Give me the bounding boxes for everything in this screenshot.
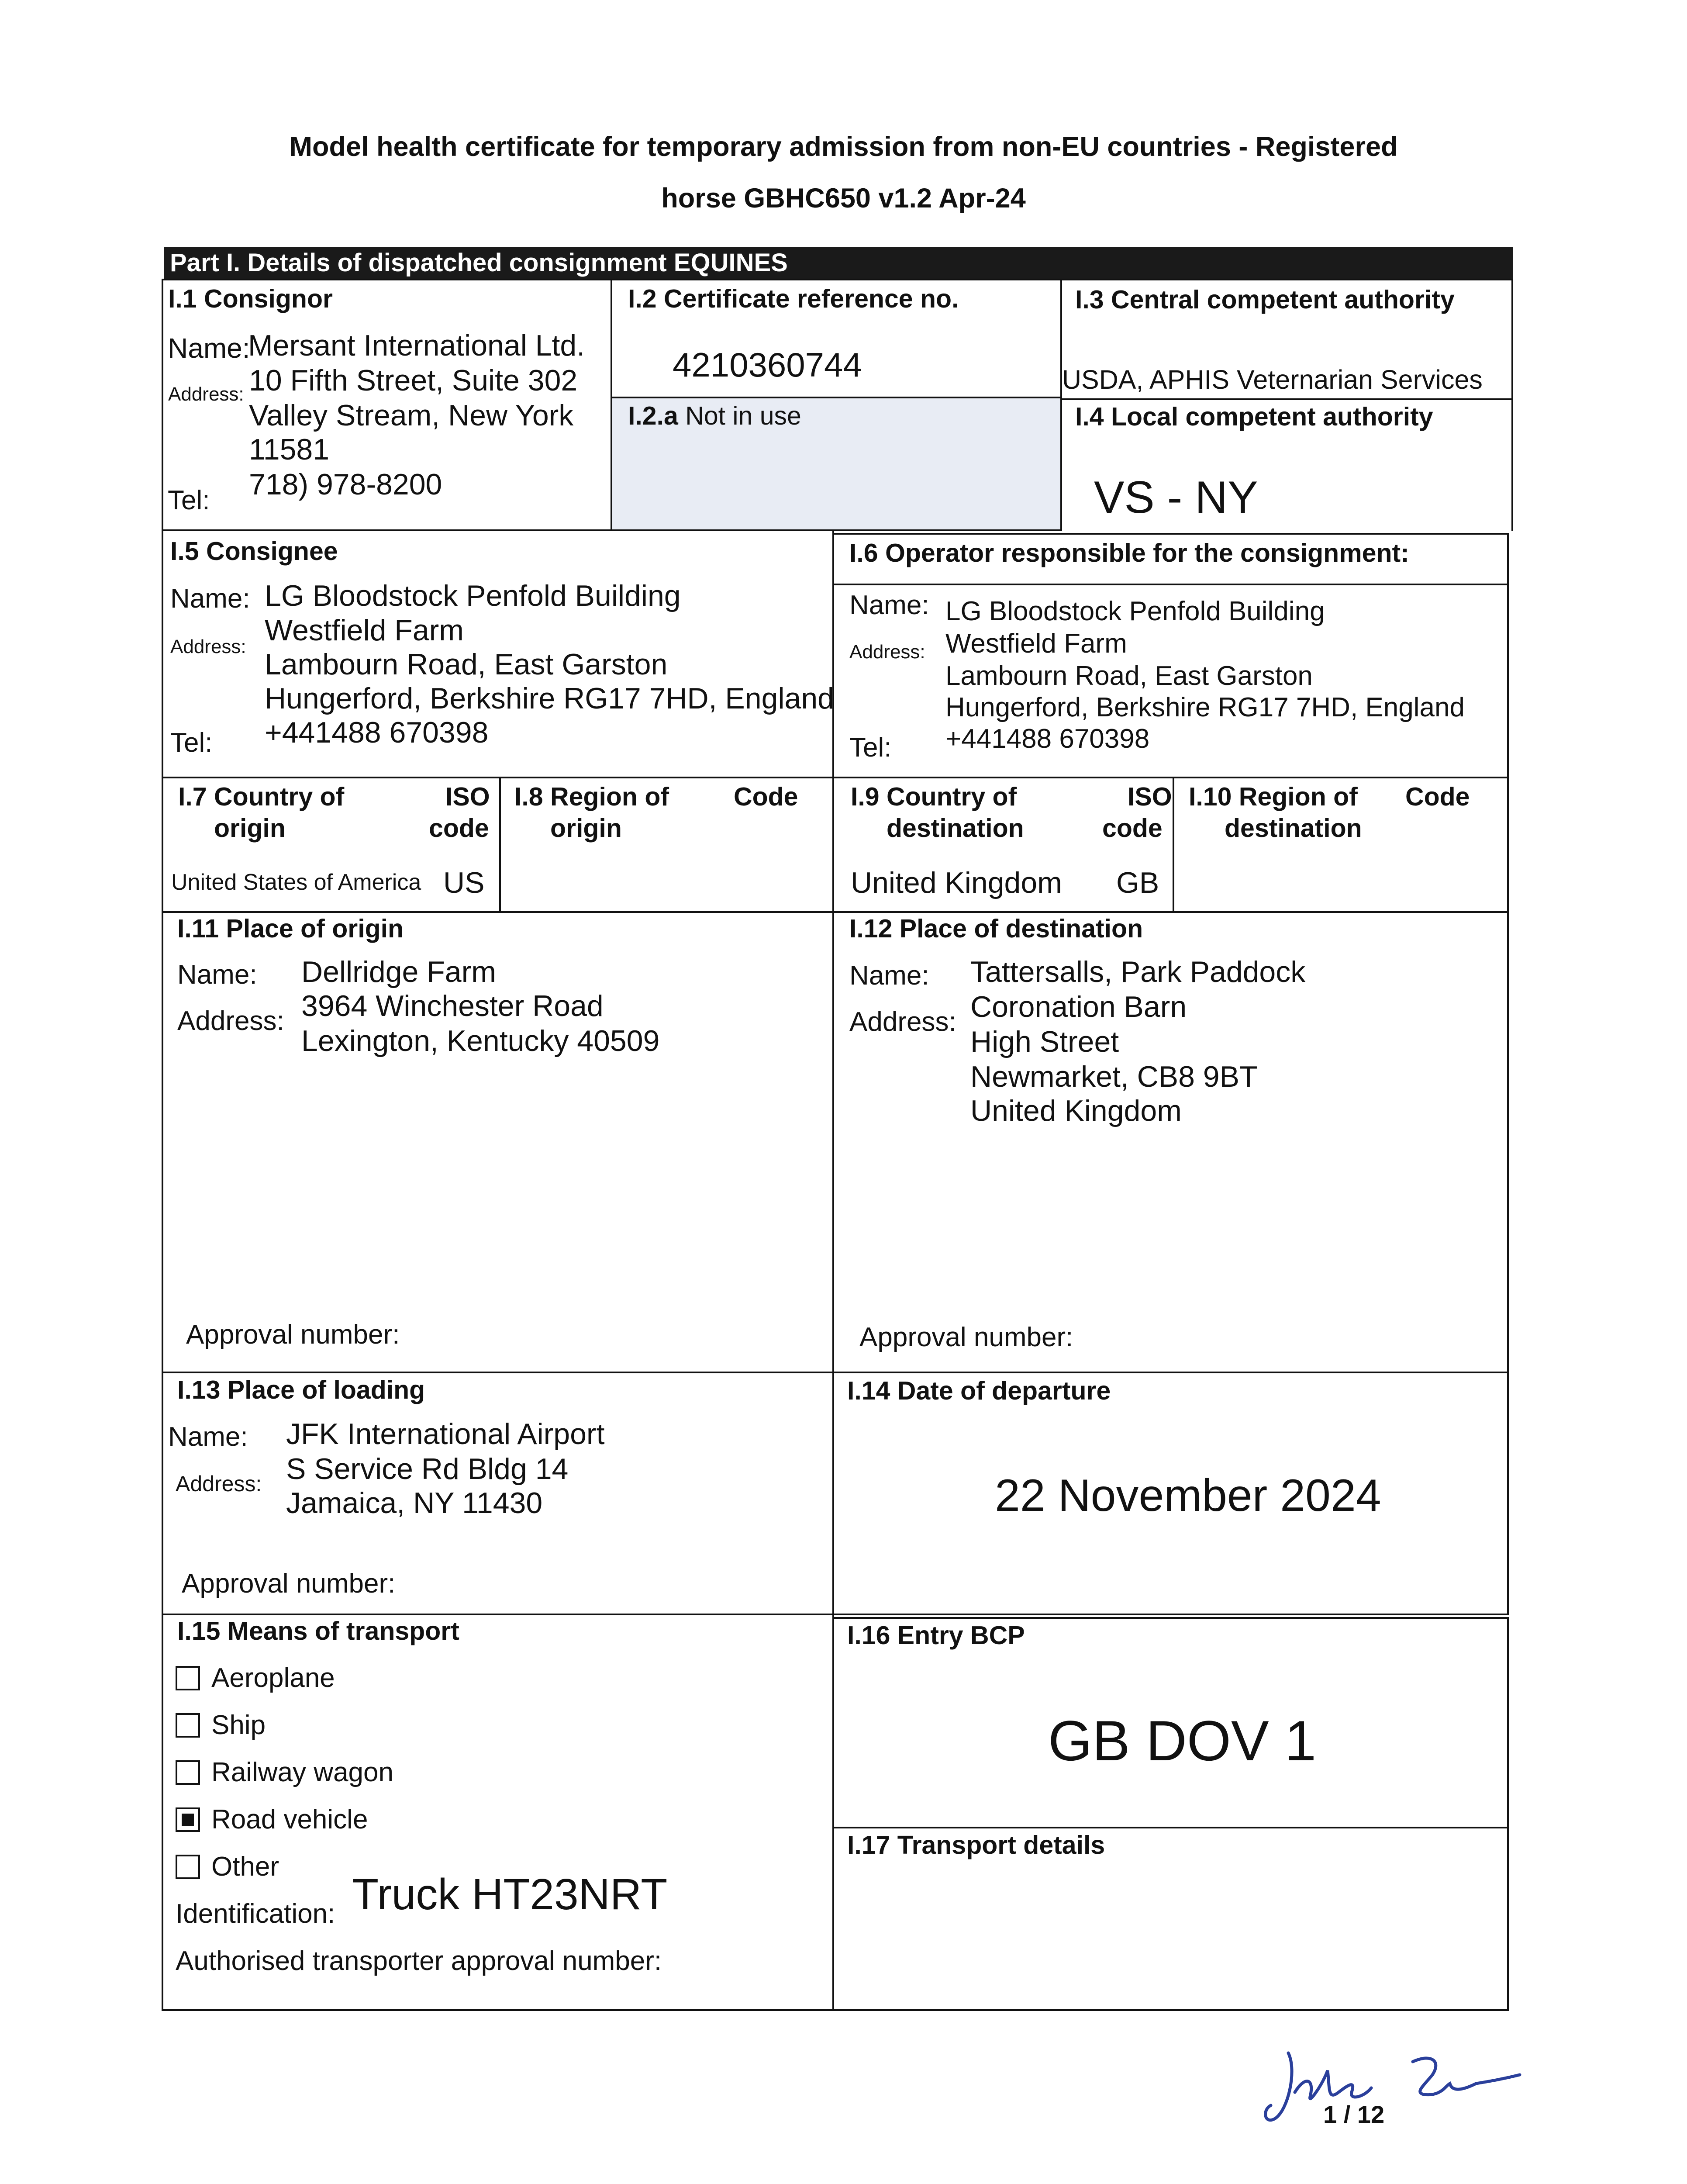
consignee-line: Lambourn Road, East Garston — [265, 648, 668, 681]
consignor-name-label: Name: — [168, 332, 250, 364]
document-title-line1: Model health certificate for temporary admission from non-EU countries - Registered — [289, 131, 1398, 162]
transport-details-header: I.17 Transport details — [847, 1831, 1105, 1859]
place-origin-address-label: Address: — [177, 1006, 284, 1036]
operator-tel: +441488 670398 — [945, 724, 1150, 754]
place-loading-address-line: Jamaica, NY 11430 — [286, 1486, 543, 1520]
consignee-address-label: Address: — [170, 636, 246, 657]
road-vehicle-label: Road vehicle — [211, 1804, 368, 1835]
other-label: Other — [211, 1852, 279, 1882]
entry-bcp-value: GB DOV 1 — [1048, 1709, 1317, 1773]
country-destination-iso: ISO — [1128, 782, 1172, 811]
place-loading-address-label: Address: — [176, 1472, 262, 1496]
place-destination-address-line: United Kingdom — [970, 1094, 1182, 1127]
document-title-line2: horse GBHC650 v1.2 Apr-24 — [661, 183, 1026, 214]
page-number: 1 / 12 — [1323, 2101, 1385, 2128]
country-origin-iso: ISO — [445, 782, 490, 811]
operator-address-label: Address: — [849, 641, 925, 663]
aeroplane-checkbox[interactable] — [176, 1666, 200, 1690]
country-origin-header: origin — [214, 814, 286, 843]
consignee-tel: +441488 670398 — [265, 716, 489, 749]
place-origin-address-line: 3964 Winchester Road — [301, 989, 604, 1023]
railway-wagon-checkbox[interactable] — [176, 1760, 200, 1785]
consignee-tel-label: Tel: — [170, 728, 213, 758]
operator-line: LG Bloodstock Penfold Building — [945, 596, 1325, 626]
place-destination-address-label: Address: — [849, 1007, 956, 1037]
part-header: Part I. Details of dispatched consignment EQUINES — [164, 247, 1513, 279]
railway-wagon-label: Railway wagon — [211, 1757, 393, 1787]
country-destination-iso: code — [1102, 814, 1163, 843]
place-destination-name-label: Name: — [849, 961, 929, 991]
country-destination-code: GB — [1116, 866, 1159, 899]
country-origin-code: US — [443, 866, 485, 899]
operator-header: I.6 Operator responsible for the consignment: — [849, 539, 1409, 567]
ship-checkbox[interactable] — [176, 1713, 200, 1738]
operator-line: Lambourn Road, East Garston — [945, 661, 1313, 691]
consignor-address-line: 10 Fifth Street, Suite 302 — [249, 364, 578, 397]
road-vehicle-checkbox[interactable] — [176, 1807, 200, 1832]
ship-label: Ship — [211, 1710, 266, 1740]
operator-line: Hungerford, Berkshire RG17 7HD, England — [945, 692, 1465, 722]
place-origin-header: I.11 Place of origin — [177, 914, 404, 943]
not-in-use-text: Not in use — [685, 401, 801, 430]
not-in-use-number: I.2.a — [628, 401, 678, 430]
local-authority-value: VS - NY — [1094, 472, 1258, 523]
place-loading-name: JFK International Airport — [286, 1417, 605, 1451]
place-destination-name: Tattersalls, Park Paddock — [970, 955, 1306, 988]
place-origin-box — [162, 911, 834, 1373]
consignee-line: Westfield Farm — [265, 614, 464, 647]
place-origin-address-line: Lexington, Kentucky 40509 — [301, 1024, 660, 1057]
consignee-line: LG Bloodstock Penfold Building — [265, 579, 681, 612]
operator-name-label: Name: — [849, 590, 929, 620]
consignor-header: I.1 Consignor — [168, 284, 333, 313]
consignee-header: I.5 Consignee — [170, 537, 338, 566]
operator-line: Westfield Farm — [945, 629, 1127, 659]
certificate-ref-header: I.2 Certificate reference no. — [628, 284, 959, 313]
local-authority-header: I.4 Local competent authority — [1075, 402, 1433, 431]
country-origin-header: I.7 Country of — [178, 782, 345, 811]
country-origin-value: United States of America — [171, 870, 421, 895]
region-destination-header: destination — [1225, 814, 1362, 843]
place-destination-address-line: Coronation Barn — [970, 990, 1187, 1023]
operator-tel-label: Tel: — [849, 733, 892, 763]
consignor-address-label: Address: — [168, 384, 244, 405]
signature — [1258, 2044, 1537, 2132]
place-loading-header: I.13 Place of loading — [177, 1375, 425, 1404]
central-authority-header: I.3 Central competent authority — [1075, 285, 1455, 314]
transporter-approval-label: Authorised transporter approval number: — [176, 1946, 662, 1976]
consignor-name: Mersant International Ltd. — [248, 329, 585, 362]
divider — [611, 397, 1062, 398]
place-origin-name-label: Name: — [177, 960, 257, 990]
place-loading-address-line: S Service Rd Bldg 14 — [286, 1452, 569, 1486]
identification-value: Truck HT23NRT — [352, 1870, 668, 1919]
place-destination-approval-label: Approval number: — [859, 1322, 1073, 1352]
departure-header: I.14 Date of departure — [847, 1376, 1111, 1405]
place-loading-name-label: Name: — [168, 1422, 248, 1452]
region-origin-code: Code — [734, 782, 798, 811]
consignee-line: Hungerford, Berkshire RG17 7HD, England — [265, 682, 834, 715]
place-destination-address-line: Newmarket, CB8 9BT — [970, 1060, 1258, 1093]
region-destination-code: Code — [1405, 782, 1470, 811]
region-origin-header: origin — [550, 814, 622, 843]
central-authority-value: USDA, APHIS Veternarian Services — [1062, 365, 1483, 394]
place-loading-approval-label: Approval number: — [182, 1569, 396, 1599]
other-checkbox[interactable] — [176, 1855, 200, 1879]
identification-label: Identification: — [176, 1899, 335, 1929]
place-destination-address-line: High Street — [970, 1025, 1119, 1058]
place-origin-name: Dellridge Farm — [301, 955, 496, 988]
entry-bcp-header: I.16 Entry BCP — [847, 1621, 1025, 1650]
departure-date: 22 November 2024 — [995, 1470, 1381, 1521]
place-origin-approval-label: Approval number: — [186, 1320, 400, 1350]
place-destination-header: I.12 Place of destination — [849, 914, 1143, 943]
country-destination-value: United Kingdom — [851, 866, 1062, 899]
consignor-address-line: 11581 — [249, 433, 330, 466]
certificate-ref-value: 4210360744 — [673, 346, 862, 384]
region-destination-header: I.10 Region of — [1189, 782, 1358, 811]
transport-header: I.15 Means of transport — [177, 1617, 459, 1645]
consignor-tel-label: Tel: — [168, 485, 210, 515]
country-destination-header: I.9 Country of — [851, 782, 1017, 811]
region-origin-header: I.8 Region of — [514, 782, 669, 811]
consignee-name-label: Name: — [170, 584, 250, 614]
not-in-use-label — [628, 401, 801, 431]
consignor-tel: 718) 978-8200 — [249, 468, 442, 501]
consignor-address-line: Valley Stream, New York — [249, 399, 574, 432]
country-origin-iso: code — [429, 814, 489, 843]
aeroplane-label: Aeroplane — [211, 1663, 335, 1693]
country-destination-header: destination — [887, 814, 1024, 843]
